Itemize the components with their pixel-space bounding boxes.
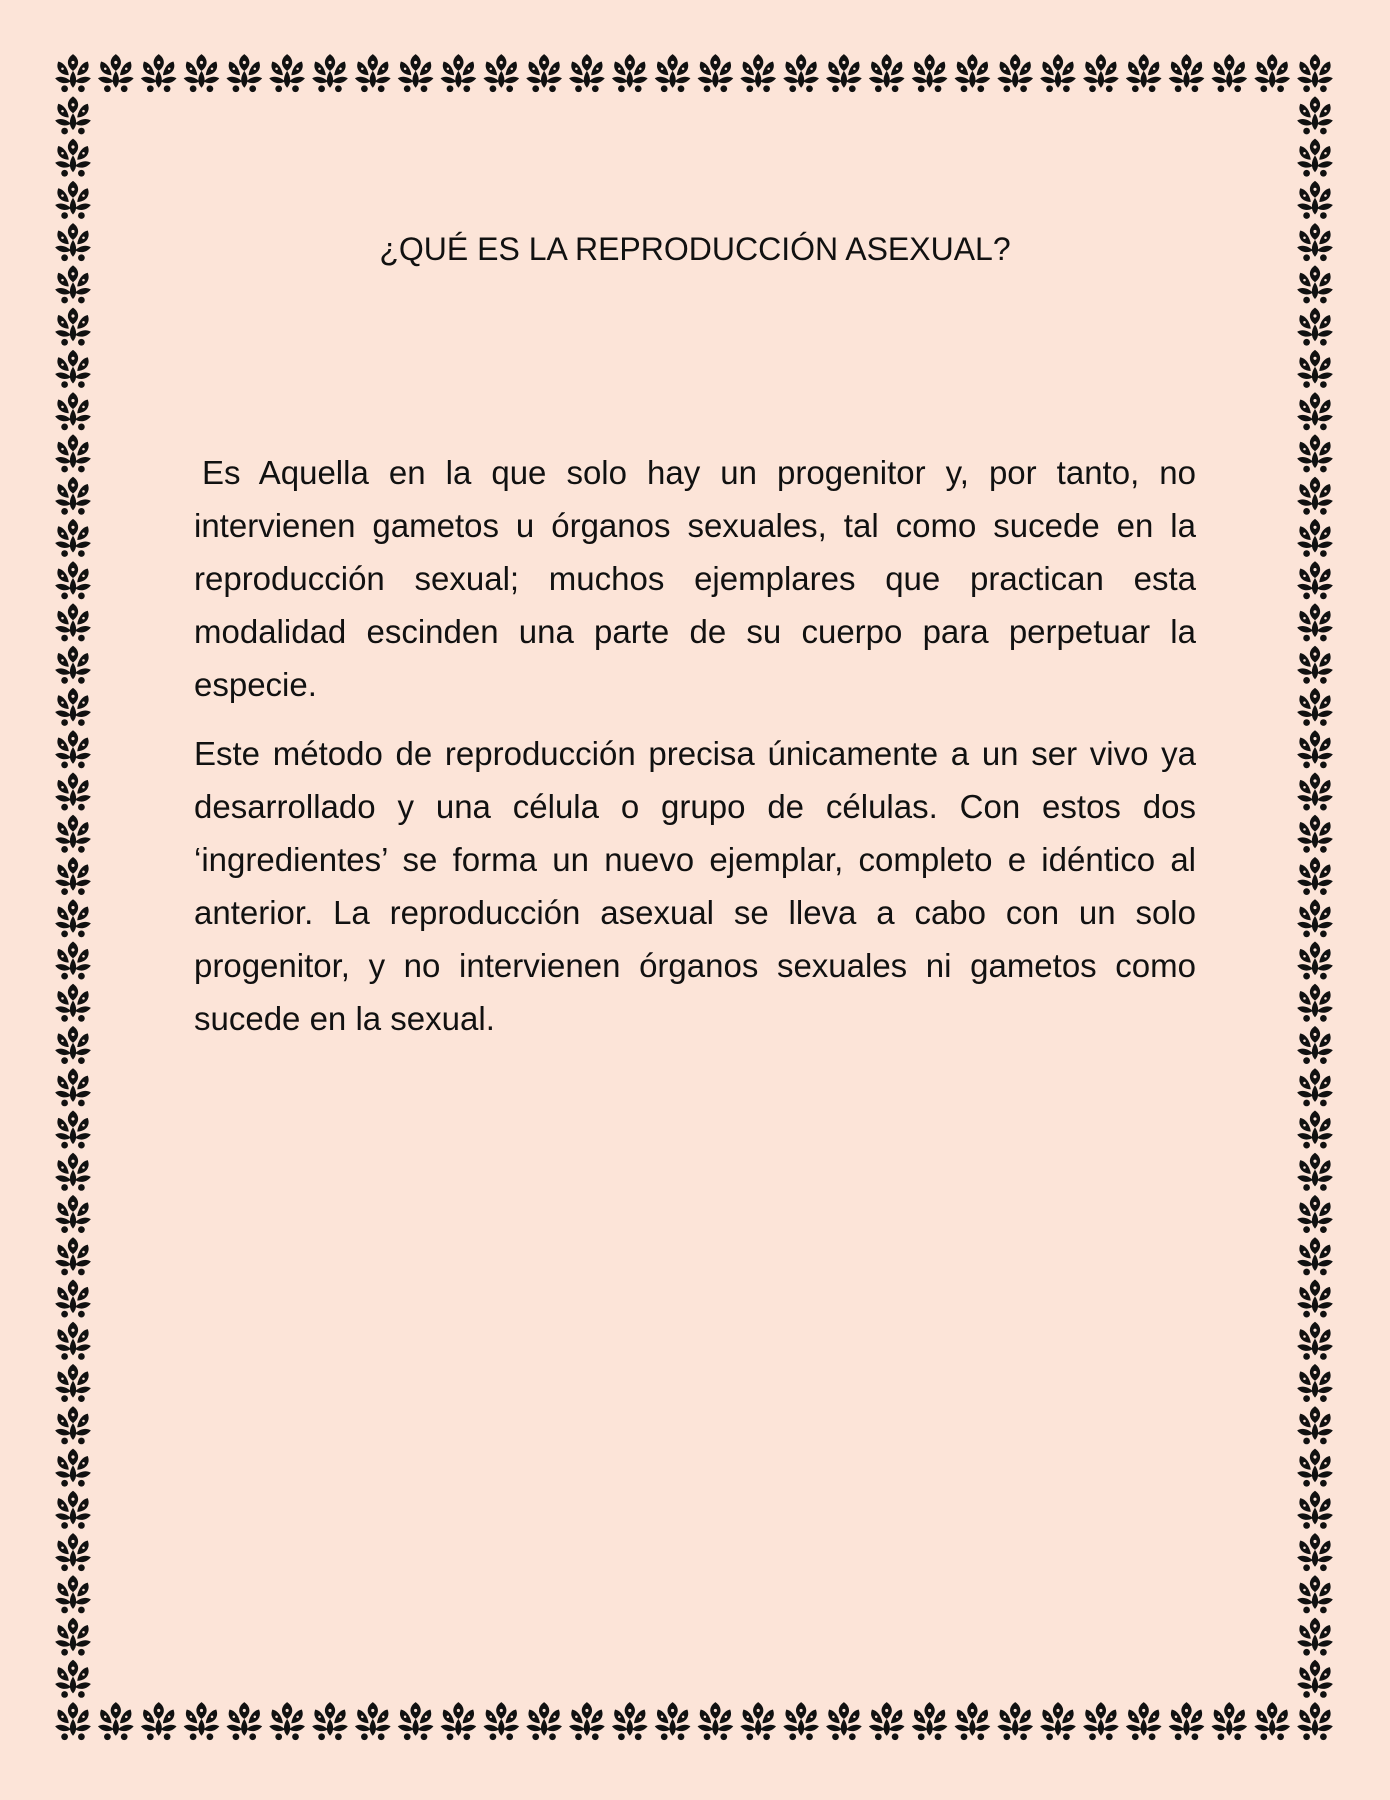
floral-ornament-icon <box>184 1702 220 1740</box>
floral-ornament-icon <box>55 1195 91 1233</box>
floral-ornament-icon <box>1297 1406 1333 1444</box>
paragraph-2: Este método de reproducción precisa únicamente a un ser vivo ya desarrollado y una célula o grupo de células. Con estos dos ‘ingredientes’ se forma un nuevo ejemplar, completo e idéntico al anterior. La reproducción asexual se lleva a cabo con un solo progenitor, y no intervienen órganos sexuales ni gametos como sucede en la sexual. <box>194 735 1196 1038</box>
floral-ornament-icon <box>55 730 91 768</box>
floral-ornament-icon <box>1297 1449 1333 1487</box>
floral-ornament-icon <box>1083 54 1119 92</box>
floral-ornament-icon <box>55 561 91 599</box>
floral-ornament-icon <box>1211 54 1247 92</box>
floral-ornament-icon <box>55 603 91 641</box>
floral-ornament-icon <box>1297 96 1333 134</box>
floral-ornament-icon <box>1040 54 1076 92</box>
floral-ornament-icon <box>1297 308 1333 346</box>
floral-ornament-icon <box>826 1702 862 1740</box>
floral-ornament-icon <box>1297 815 1333 853</box>
floral-ornament-icon <box>698 1702 734 1740</box>
paragraph-1: Es Aquella en la que solo hay un progenitor y, por tanto, no intervienen gametos u órganos sexuales, tal como sucede en la reproducción sexual; muchos ejemplares que practican esta modalidad escinden una parte de su cuerpo para perpetuar la especie. <box>194 454 1196 704</box>
floral-ornament-icon <box>55 96 91 134</box>
floral-ornament-icon <box>1297 54 1333 92</box>
floral-ornament-icon <box>55 1618 91 1656</box>
floral-ornament-icon <box>997 1702 1033 1740</box>
floral-ornament-icon <box>1297 181 1333 219</box>
floral-ornament-icon <box>483 1702 519 1740</box>
floral-ornament-icon <box>955 54 991 92</box>
floral-ornament-icon <box>1254 54 1290 92</box>
floral-ornament-icon <box>55 1702 91 1740</box>
floral-ornament-icon <box>55 54 91 92</box>
floral-ornament-icon <box>1254 1702 1290 1740</box>
floral-ornament-icon <box>398 1702 434 1740</box>
floral-ornament-icon <box>1297 1237 1333 1275</box>
floral-ornament-icon <box>55 1237 91 1275</box>
floral-ornament-icon <box>869 54 905 92</box>
document-content <box>194 230 1196 1045</box>
floral-ornament-icon <box>141 54 177 92</box>
floral-ornament-icon <box>612 54 648 92</box>
floral-ornament-icon <box>55 1068 91 1106</box>
floral-ornament-icon <box>355 1702 391 1740</box>
floral-ornament-icon <box>1297 688 1333 726</box>
floral-ornament-icon <box>483 54 519 92</box>
floral-ornament-icon <box>1083 1702 1119 1740</box>
floral-ornament-icon <box>1297 773 1333 811</box>
floral-ornament-icon <box>55 899 91 937</box>
floral-ornament-icon <box>1169 54 1205 92</box>
floral-ornament-icon <box>55 223 91 261</box>
floral-ornament-icon <box>1126 1702 1162 1740</box>
floral-ornament-icon <box>184 54 220 92</box>
floral-ornament-icon <box>612 1702 648 1740</box>
floral-ornament-icon <box>55 1491 91 1529</box>
floral-ornament-icon <box>869 1702 905 1740</box>
floral-ornament-icon <box>526 1702 562 1740</box>
floral-ornament-icon <box>55 688 91 726</box>
floral-ornament-icon <box>997 54 1033 92</box>
floral-ornament-icon <box>55 773 91 811</box>
floral-ornament-icon <box>569 1702 605 1740</box>
floral-ornament-icon <box>1297 603 1333 641</box>
floral-ornament-icon <box>1297 561 1333 599</box>
floral-ornament-icon <box>740 1702 776 1740</box>
floral-ornament-icon <box>1297 1618 1333 1656</box>
floral-ornament-icon <box>55 1153 91 1191</box>
floral-ornament-icon <box>55 1364 91 1402</box>
floral-ornament-icon <box>55 1280 91 1318</box>
floral-ornament-icon <box>55 984 91 1022</box>
floral-ornament-icon <box>1211 1702 1247 1740</box>
floral-ornament-icon <box>912 1702 948 1740</box>
floral-ornament-icon <box>955 1702 991 1740</box>
floral-ornament-icon <box>698 54 734 92</box>
floral-ornament-icon <box>1297 223 1333 261</box>
floral-ornament-icon <box>1169 1702 1205 1740</box>
page-title: ¿QUÉ ES LA REPRODUCCIÓN ASEXUAL? <box>379 231 1011 267</box>
floral-ornament-icon <box>1297 730 1333 768</box>
floral-ornament-icon <box>1297 519 1333 557</box>
floral-ornament-icon <box>526 54 562 92</box>
floral-ornament-icon <box>1297 1111 1333 1149</box>
floral-ornament-icon <box>826 54 862 92</box>
floral-ornament-icon <box>55 1406 91 1444</box>
floral-ornament-icon <box>740 54 776 92</box>
floral-ornament-icon <box>1297 392 1333 430</box>
floral-ornament-icon <box>1297 1153 1333 1191</box>
floral-ornament-icon <box>55 942 91 980</box>
floral-ornament-icon <box>1297 857 1333 895</box>
floral-ornament-icon <box>226 1702 262 1740</box>
floral-ornament-icon <box>1040 1702 1076 1740</box>
floral-ornament-icon <box>1297 434 1333 472</box>
floral-ornament-icon <box>226 54 262 92</box>
floral-ornament-icon <box>312 54 348 92</box>
floral-ornament-icon <box>55 1322 91 1360</box>
floral-ornament-icon <box>141 1702 177 1740</box>
floral-ornament-icon <box>1297 1575 1333 1613</box>
floral-ornament-icon <box>398 54 434 92</box>
floral-ornament-icon <box>98 54 134 92</box>
floral-ornament-icon <box>55 308 91 346</box>
floral-ornament-icon <box>1297 139 1333 177</box>
floral-ornament-icon <box>1297 646 1333 684</box>
floral-ornament-icon <box>55 1575 91 1613</box>
floral-ornament-icon <box>1297 1702 1333 1740</box>
floral-ornament-icon <box>1297 350 1333 388</box>
floral-ornament-icon <box>55 519 91 557</box>
floral-ornament-icon <box>55 1533 91 1571</box>
floral-ornament-icon <box>55 181 91 219</box>
floral-ornament-icon <box>441 1702 477 1740</box>
floral-ornament-icon <box>55 265 91 303</box>
floral-ornament-icon <box>1297 1195 1333 1233</box>
floral-ornament-icon <box>269 1702 305 1740</box>
floral-ornament-icon <box>355 54 391 92</box>
floral-ornament-icon <box>912 54 948 92</box>
floral-ornament-icon <box>1297 1491 1333 1529</box>
floral-ornament-icon <box>1297 942 1333 980</box>
floral-ornament-icon <box>655 54 691 92</box>
floral-ornament-icon <box>1297 265 1333 303</box>
floral-ornament-icon <box>1297 1660 1333 1698</box>
floral-ornament-icon <box>783 54 819 92</box>
floral-ornament-icon <box>55 857 91 895</box>
floral-ornament-icon <box>55 139 91 177</box>
floral-ornament-icon <box>98 1702 134 1740</box>
floral-ornament-icon <box>55 350 91 388</box>
floral-ornament-icon <box>269 54 305 92</box>
floral-ornament-icon <box>1297 984 1333 1022</box>
floral-ornament-icon <box>1297 1068 1333 1106</box>
floral-ornament-icon <box>655 1702 691 1740</box>
floral-ornament-icon <box>1297 477 1333 515</box>
floral-ornament-icon <box>55 392 91 430</box>
floral-ornament-icon <box>1126 54 1162 92</box>
floral-ornament-icon <box>1297 1026 1333 1064</box>
floral-ornament-icon <box>1297 1280 1333 1318</box>
floral-ornament-icon <box>55 1026 91 1064</box>
floral-ornament-icon <box>1297 1533 1333 1571</box>
floral-ornament-icon <box>441 54 477 92</box>
floral-ornament-icon <box>312 1702 348 1740</box>
floral-ornament-icon <box>1297 1322 1333 1360</box>
floral-ornament-icon <box>1297 899 1333 937</box>
floral-ornament-icon <box>55 434 91 472</box>
floral-ornament-icon <box>55 1660 91 1698</box>
floral-ornament-icon <box>55 646 91 684</box>
floral-ornament-icon <box>55 815 91 853</box>
floral-ornament-icon <box>569 54 605 92</box>
floral-ornament-icon <box>1297 1364 1333 1402</box>
floral-ornament-icon <box>55 477 91 515</box>
floral-ornament-icon <box>55 1111 91 1149</box>
floral-ornament-icon <box>783 1702 819 1740</box>
floral-ornament-icon <box>55 1449 91 1487</box>
